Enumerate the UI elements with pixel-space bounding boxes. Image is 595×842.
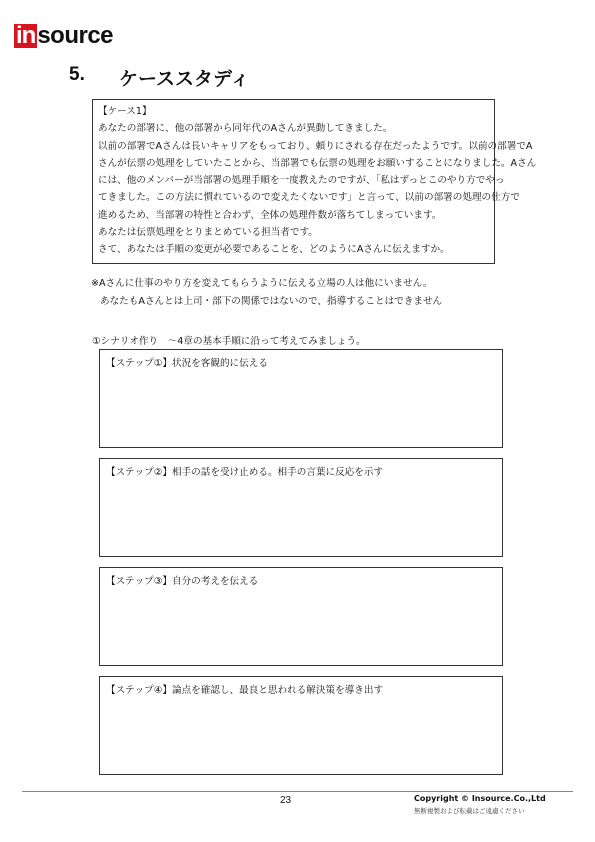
logo-highlight: in [16,22,36,49]
copyright-text: Copyright © Insource.Co.,Ltd [414,794,546,803]
case-line: あなたの部署に、他の部署から同年代のAさんが異動してきました。 [98,123,393,135]
step-1-box[interactable] [99,349,503,448]
logo-text: source [37,22,114,49]
note-line-1: ※Aさんに仕事のやり方を変えてもらうように伝える立場の人は他にいません。 [91,278,433,289]
step-3-label: 【ステップ③】自分の考えを伝える [106,576,259,587]
step-3-box[interactable] [99,567,503,666]
step-2-box[interactable] [99,458,503,557]
section-heading [69,64,250,91]
case-line: あなたは伝票処理をとりまとめている担当者です。 [98,227,318,239]
case-line: 以前の部署でAさんは長いキャリアをもっており、頼りにされる存在だったようです。以前の部署でA [98,140,533,152]
scenario-label: ①シナリオ作り ～4章の基本手順に沿って考えてみましょう。 [92,336,366,347]
copyright-notice: 無断複製および転載はご遠慮ください [414,807,525,815]
step-1-label: 【ステップ①】状況を客観的に伝える [106,358,268,369]
case-line: には、他のメンバーが当部署の処理手順を一度教えたのですが、「私はずっとこのやり方でやっ [98,175,505,187]
case-study-box [92,99,537,264]
page-number: 23 [280,795,292,806]
case-line: さんが伝票の処理をしていたことから、当部署でも伝票の処理をお願いすることになりました。Aさん [98,157,537,169]
case-line: 進めるため、当部署の特性と合わず、全体の処理件数が落ちてしまっています。 [98,209,442,221]
case-line: 【ケース1】 [98,106,152,117]
step-4-label: 【ステップ④】論点を確認し、最良と思われる解決策を導き出す [106,685,384,696]
section-number: 5. [69,64,85,85]
insource-logo [14,22,113,48]
section-title: ケーススタディ [119,68,250,90]
note-line-2: あなたもAさんとは上司・部下の関係ではないので、指導することはできません [100,296,443,307]
step-4-box[interactable] [99,676,503,775]
case-line: さて、あなたは手順の変更が必要であることを、どのようにAさんに伝えますか。 [98,244,450,256]
case-note [91,275,442,311]
footer-divider [22,791,573,792]
step-2-label: 【ステップ②】相手の話を受け止める。相手の言葉に反応を示す [106,467,384,478]
case-line: てきました。この方法に慣れているので変えたくないです」と言って、以前の部署の処理の仕方で [98,192,520,204]
